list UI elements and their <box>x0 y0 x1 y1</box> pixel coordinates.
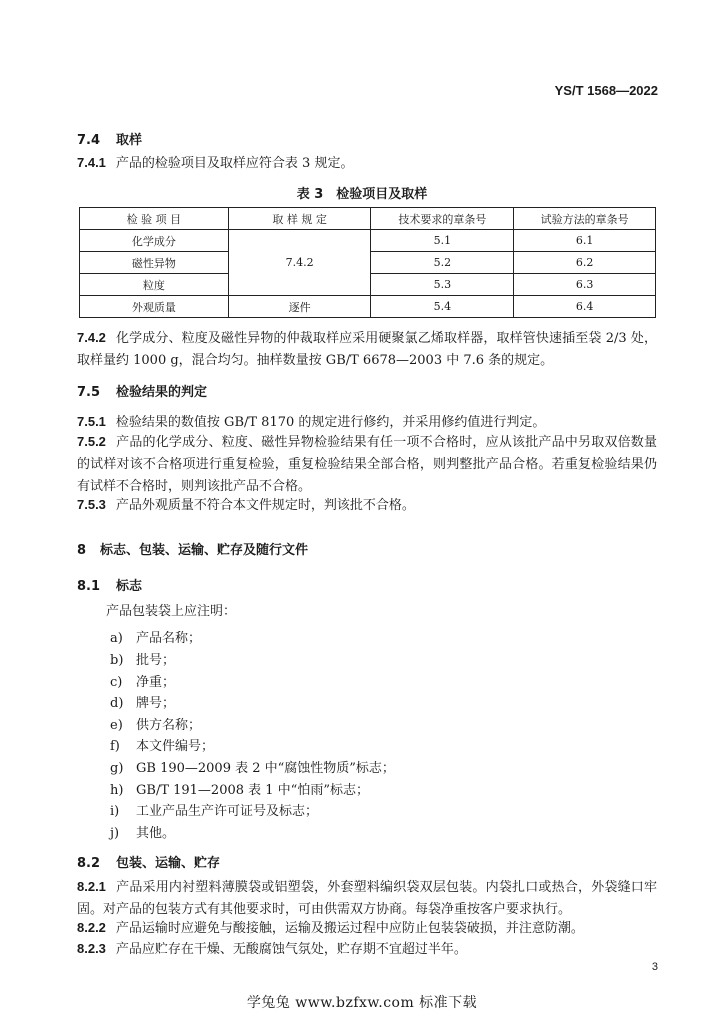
table-caption: 表 3 检验项目及取样 <box>296 187 428 202</box>
list-item-label: c) <box>110 675 123 690</box>
clause-8-2-2 <box>77 917 657 940</box>
clause-number: 7.5.3 <box>77 497 106 512</box>
section-number: 8.1 <box>77 579 101 594</box>
clause-7-4-1 <box>77 152 657 175</box>
table-cell-item: 粒度 <box>80 274 229 296</box>
clause-number: 7.4.2 <box>77 330 106 345</box>
list-item-label: e) <box>110 718 123 733</box>
clause-number: 8.2.1 <box>77 879 106 894</box>
table-header-cell: 检 验 项 目 <box>80 208 229 230</box>
section-7-4-heading <box>77 129 142 148</box>
list-item-text: 工业产品生产许可证号及标志； <box>136 804 319 819</box>
clause-7-4-2 <box>77 327 657 372</box>
list-item <box>110 627 201 646</box>
list-item-text: 牌号； <box>136 696 176 711</box>
section-title: 取样 <box>116 133 143 148</box>
list-item-text: GB 190—2009 表 2 中“腐蚀性物质”标志； <box>136 761 395 776</box>
table-header-cell: 试验方法的章条号 <box>514 208 656 230</box>
section-number: 7.5 <box>77 385 101 400</box>
table-row <box>80 230 656 252</box>
list-item <box>110 800 318 819</box>
section-title: 标志、包装、运输、贮存及随行文件 <box>100 543 309 558</box>
list-item-text: GB/T 191—2008 表 1 中“怕雨”标志； <box>136 783 369 798</box>
list-item-text: 产品名称； <box>136 631 202 646</box>
list-item <box>110 671 175 690</box>
list-item <box>110 757 395 776</box>
clause-number: 8.2.2 <box>77 920 106 935</box>
standard-code: YS/T 1568—2022 <box>554 83 658 98</box>
table-cell-method: 6.3 <box>514 274 656 296</box>
list-item-label: d) <box>110 696 124 711</box>
list-item-label: h) <box>110 783 124 798</box>
table-cell-req: 5.4 <box>371 296 514 318</box>
clause-number: 8.2.3 <box>77 941 106 956</box>
section-title: 标志 <box>116 579 143 594</box>
table-header-row <box>80 208 656 230</box>
table-header-cell: 取 样 规 定 <box>228 208 371 230</box>
clause-number: 7.4.1 <box>77 155 106 170</box>
list-item-text: 批号； <box>136 653 176 668</box>
inspection-table <box>79 207 656 318</box>
section-7-5-heading <box>77 381 207 400</box>
clause-text: 产品外观质量不符合本文件规定时，判该批不合格。 <box>115 498 415 513</box>
clause-text: 产品采用内衬塑料薄膜袋或铝塑袋，外套塑料编织袋双层包装。内袋扎口或热合，外袋缝口牢固。对产品的包装方式有其他要求时，可由供需双方协商。每袋净重按客户要求执行。 <box>77 880 657 917</box>
list-item-text: 其他。 <box>136 826 176 841</box>
table-cell-method: 6.2 <box>514 252 656 274</box>
footer-watermark[interactable]: 学兔兔 www.bzfxw.com 标准下载 <box>246 995 478 1011</box>
table-cell-rule: 7.4.2 <box>228 230 371 296</box>
section-title: 检验结果的判定 <box>116 385 208 400</box>
list-item <box>110 649 175 668</box>
clause-text: 化学成分、粒度及磁性异物的仲裁取样应采用硬聚氯乙烯取样器，取样管快速插至袋 2/3 处，取样量约 1000 g，混合均匀。抽样数量按 GB/T 6678—2003 中 7.6 条的规定。 <box>77 331 657 368</box>
list-item-label: g) <box>110 761 124 776</box>
list-item-label: j) <box>110 826 120 841</box>
clause-text: 产品的检验项目及取样应符合表 3 规定。 <box>115 156 354 171</box>
clause-number: 7.5.1 <box>77 414 106 429</box>
clause-text: 产品运输时应避免与酸接触，运输及搬运过程中应防止包装袋破损，并注意防潮。 <box>115 921 584 936</box>
list-item <box>110 692 175 711</box>
table-cell-item: 化学成分 <box>80 230 229 252</box>
table-row <box>80 296 656 318</box>
section-8-heading <box>77 539 308 558</box>
table-cell-req: 5.2 <box>371 252 514 274</box>
list-item-text: 本文件编号； <box>136 739 215 754</box>
section-number: 8.2 <box>77 856 101 871</box>
page-number: 3 <box>651 961 658 973</box>
list-item <box>110 779 369 798</box>
list-item <box>110 822 175 841</box>
list-item-label: f) <box>110 739 120 754</box>
clause-7-5-3 <box>77 494 657 517</box>
list-item <box>110 714 201 733</box>
table-cell-item: 外观质量 <box>80 296 229 318</box>
clause-8-2-1 <box>77 876 657 921</box>
table-cell-req: 5.1 <box>371 230 514 252</box>
list-item-text: 净重； <box>136 675 176 690</box>
section-number: 7.4 <box>77 133 101 148</box>
clause-text: 产品应贮存在干燥、无酸腐蚀气氛处，贮存期不宜超过半年。 <box>115 942 467 957</box>
clause-8-2-3 <box>77 938 657 961</box>
section-8-2-heading <box>77 852 220 871</box>
clause-7-5-2 <box>77 431 657 498</box>
list-item-label: a) <box>110 631 123 646</box>
list-item-label: b) <box>110 653 124 668</box>
table-cell-item: 磁性异物 <box>80 252 229 274</box>
table-header-cell: 技术要求的章条号 <box>371 208 514 230</box>
section-8-1-heading <box>77 575 142 594</box>
clause-text: 产品的化学成分、粒度、磁性异物检验结果有任一项不合格时，应从该批产品中另取双倍数量的试样对该不合格项进行重复检验，重复检验结果全部合格，则判整批产品合格。若重复检验结果仍有试样不合格时，则判该批产品不合格。 <box>77 435 657 494</box>
section-number: 8 <box>77 543 87 558</box>
table-cell-req: 5.3 <box>371 274 514 296</box>
clause-number: 7.5.2 <box>77 434 106 449</box>
list-item <box>110 735 214 754</box>
list-item-text: 供方名称； <box>136 718 202 733</box>
table-cell-method: 6.1 <box>514 230 656 252</box>
marking-intro: 产品包装袋上应注明： <box>106 604 237 619</box>
clause-text: 检验结果的数值按 GB/T 8170 的规定进行修约，并采用修约值进行判定。 <box>115 415 546 430</box>
list-item-label: i) <box>110 804 120 819</box>
table-cell-rule: 逐件 <box>228 296 371 318</box>
section-title: 包装、运输、贮存 <box>116 856 221 871</box>
table-cell-method: 6.4 <box>514 296 656 318</box>
